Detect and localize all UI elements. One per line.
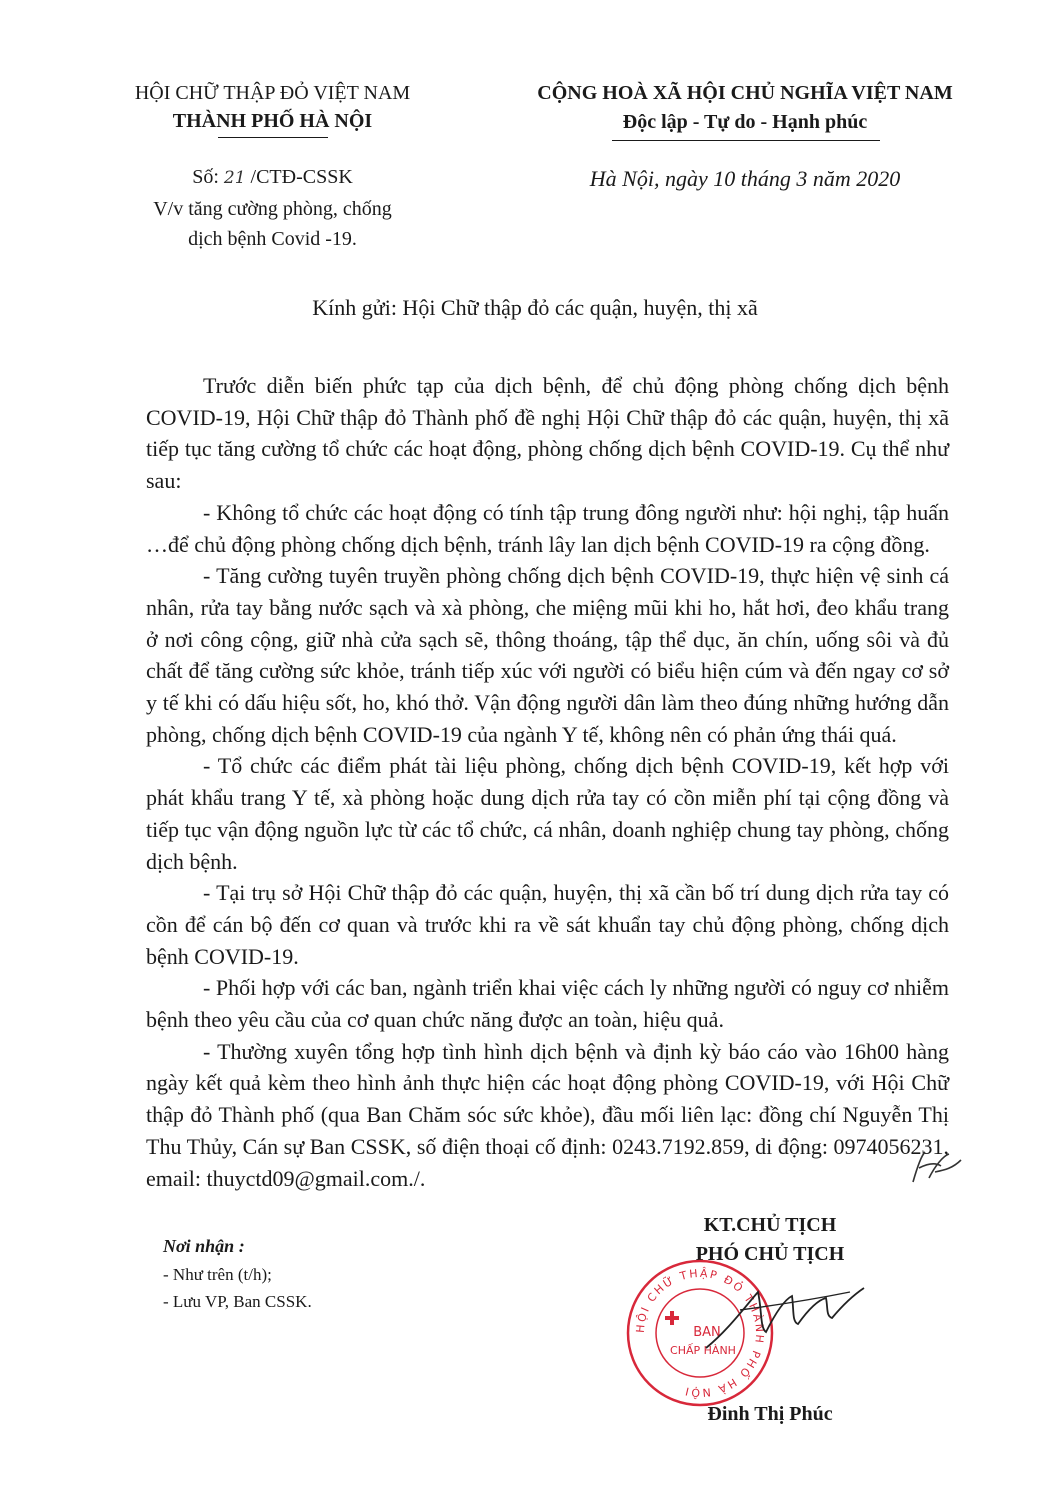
handwritten-initials [905, 1148, 965, 1188]
org-divider [218, 137, 328, 138]
signature-subtitle: PHÓ CHỦ TỊCH [695, 1243, 845, 1265]
body-item: - Thường xuyên tổng hợp tình hình dịch bệnh và định kỳ báo cáo vào 16h00 hàng ngày kết quả kèm theo hình ảnh thực hiện các hoạt động phòng COVID-19, với Hội Chữ thập đỏ Thành phố (qua Ban Chăm sóc sức khỏe), đầu mối liên lạc: đồng chí Nguyễn Thị Thu Thủy, Cán sự Ban CSSK, số điện thoại cố định: 0243.7192.859, di động: 0974056231, email: thuyctd09@gmail.com./. [146, 1038, 949, 1191]
recipient-line: Kính gửi: Hội Chữ thập đỏ các quận, huyện, thị xã [312, 295, 758, 320]
signer-name: Đinh Thị Phúc [707, 1403, 833, 1425]
body-item: - Tổ chức các điểm phát tài liệu phòng, chống dịch bệnh COVID-19, kết hợp với phát khẩu trang Y tế, xà phòng hoặc dung dịch rửa tay có cồn miễn phí tại cộng đồng và tiếp tục vận động nguồn lực từ các tổ chức, cá nhân, doanh nghiệp chung tay phòng, chống dịch bệnh. [146, 753, 949, 874]
motto-divider [612, 140, 880, 141]
signature-title: KT.CHỦ TỊCH [703, 1214, 837, 1236]
body-item: - Không tổ chức các hoạt động có tính tập trung đông người như: hội nghị, tập huấn …để chủ động phòng chống dịch bệnh, tránh lây lan dịch bệnh COVID-19 ra cộng đồng. [146, 499, 949, 557]
stamp-center-line1: BAN [693, 1325, 721, 1340]
body-item: - Phối hợp với các ban, ngành triển khai việc cách ly những người có nguy cơ nhiễm bệnh theo yêu cầu của cơ quan chức năng được an toàn, hiệu quả. [146, 975, 949, 1033]
stamp-center-line2: CHẤP HÀNH [670, 1344, 736, 1357]
number-suffix: /CTĐ-CSSK [250, 166, 353, 188]
body-intro: Trước diễn biến phức tạp của dịch bệnh, để chủ động phòng chống dịch bệnh COVID-19, Hội Chữ thập đỏ Thành phố đề nghị Hội Chữ thập đỏ các quận, huyện, thị xã tiếp tục tăng cường tổ chức các hoạt động, phòng chống dịch bệnh COVID-19. Cụ thể như sau: [146, 373, 949, 494]
handwritten-number: 21 [223, 168, 246, 188]
org-name: HỘI CHỮ THẬP ĐỎ VIỆT NAM [134, 82, 411, 104]
recipient-item: - Lưu VP, Ban CSSK. [163, 1292, 312, 1311]
national-motto: Độc lập - Tự do - Hạnh phúc [622, 111, 868, 133]
body-item: - Tăng cường tuyên truyền phòng chống dịch bệnh COVID-19, thực hiện vệ sinh cá nhân, rửa tay bằng nước sạch và xà phòng, che miệng mũi khi ho, hắt hơi, đeo khẩu trang ở nơi công cộng, giữ nhà cửa sạch sẽ, thông thoáng, tập thể dục, ăn chín, uống sôi và đủ chất để tăng cường sức khỏe, tránh tiếp xúc với người có biểu hiện cúm và đến ngay cơ sở y tế khi có dấu hiệu sốt, ho, khó thở. Vận động người dân làm theo đúng những hướng dẫn phòng, chống dịch bệnh COVID-19 của ngành Y tế, không nên có phản ứng thái quá. [146, 563, 949, 747]
national-title: CỘNG HOÀ XÃ HỘI CHỦ NGHĨA VIỆT NAM [537, 82, 953, 104]
subject-line-1: V/v tăng cường phòng, chống [153, 198, 392, 220]
handwritten-signature [700, 1270, 870, 1360]
document-number [100, 166, 445, 189]
number-label: Số: [192, 166, 219, 188]
subject-line-2: dịch bệnh Covid -19. [188, 228, 357, 250]
recipients-title: Nơi nhận : [163, 1236, 245, 1256]
stamp-ring-text: HỘI CHỮ THẬP ĐỎ THÀNH PHỐ HÀ NỘI [633, 1266, 767, 1400]
letter-body [146, 370, 949, 1194]
body-item: - Tại trụ sở Hội Chữ thập đỏ các quận, huyện, thị xã cần bố trí dung dịch rửa tay có cồn để cán bộ đến cơ quan và trước khi ra về sát khuẩn tay chủ động phòng, chống dịch bệnh COVID-19. [146, 880, 949, 969]
place-date: Hà Nội, ngày 10 tháng 3 năm 2020 [589, 166, 901, 191]
recipient-item: - Như trên (t/h); [163, 1265, 272, 1284]
red-cross-icon [665, 1311, 679, 1325]
org-city: THÀNH PHỐ HÀ NỘI [172, 110, 373, 132]
